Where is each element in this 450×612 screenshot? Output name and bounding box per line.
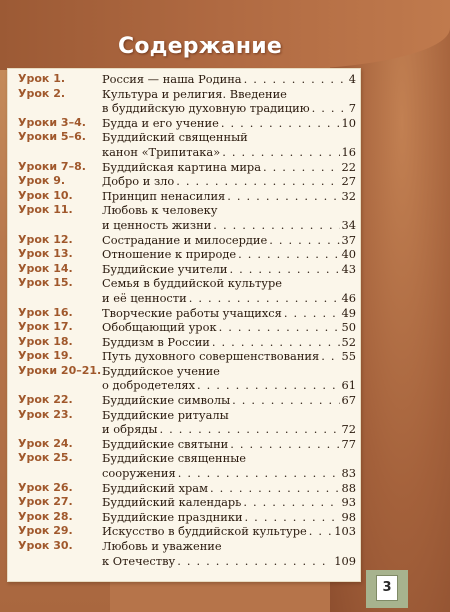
dot-leader <box>221 116 340 131</box>
lesson-title-line <box>102 408 356 423</box>
lesson-title: Буддийские святыни <box>102 436 229 451</box>
lesson-title-line <box>102 364 356 379</box>
dot-leader <box>219 320 340 335</box>
dot-leader <box>238 247 339 262</box>
lesson-number: Урок 18. <box>18 334 73 348</box>
lesson-number: Урок 10. <box>18 188 73 202</box>
dot-leader <box>160 422 340 437</box>
lesson-title: Буддийский храм <box>102 480 208 495</box>
lesson-title-line <box>102 306 356 321</box>
lesson-title: Буддийский календарь <box>102 495 242 510</box>
toc-line <box>18 130 356 145</box>
lesson-title-line <box>102 481 356 496</box>
dot-leader <box>222 145 339 160</box>
page-reference: 46 <box>341 290 356 305</box>
lesson-title: Отношение к природе <box>102 247 237 262</box>
toc-line <box>18 335 356 350</box>
lesson-title-line <box>102 174 356 189</box>
lesson-title-line <box>102 72 356 87</box>
lesson-title-line <box>102 510 356 525</box>
page-reference: 52 <box>341 334 356 349</box>
page-reference: 109 <box>334 553 356 568</box>
lesson-number: Урок 19. <box>18 349 73 363</box>
toc-line <box>18 451 356 466</box>
lesson-number: Уроки 20–21. <box>18 363 102 377</box>
toc-line <box>18 87 356 102</box>
dot-leader <box>312 101 347 116</box>
lesson-title-line <box>102 189 356 204</box>
lesson-title-line <box>102 378 356 393</box>
dot-leader <box>177 554 332 569</box>
lesson-title: Буддизм в России <box>102 334 210 349</box>
lesson-title: Семья в буддийской культуре <box>102 276 282 291</box>
dot-leader <box>269 233 339 248</box>
toc-line <box>18 116 356 131</box>
page-reference: 22 <box>341 159 356 174</box>
toc-line <box>18 276 356 291</box>
lesson-title-line <box>102 130 356 145</box>
page-reference: 34 <box>341 217 356 232</box>
page-reference: 40 <box>341 247 356 262</box>
lesson-title: Буддийский священный <box>102 130 248 145</box>
lesson-title: Буддийские учители <box>102 261 228 276</box>
lesson-number: Урок 1. <box>18 72 66 85</box>
lesson-number: Урок 27. <box>18 495 73 509</box>
dot-leader <box>229 262 339 277</box>
page-reference: 93 <box>341 495 356 510</box>
lesson-title: Принцип ненасилия <box>102 188 226 203</box>
lesson-title: Любовь к человеку <box>102 203 218 218</box>
toc-line <box>18 349 356 364</box>
lesson-title: Буддийские праздники <box>102 509 243 524</box>
page-reference: 49 <box>341 305 356 320</box>
lesson-number: Урок 14. <box>18 261 73 275</box>
lesson-title-line <box>102 349 356 364</box>
toc-line <box>18 364 356 379</box>
toc-line <box>18 160 356 175</box>
lesson-number: Урок 24. <box>18 436 73 450</box>
lesson-title-line <box>102 451 356 466</box>
lesson-number: Урок 30. <box>18 539 73 552</box>
lesson-title-line <box>102 203 356 218</box>
lesson-number: Урок 9. <box>18 174 66 188</box>
lesson-number: Урок 22. <box>18 393 73 407</box>
lesson-title: Творческие работы учащихся <box>102 305 282 320</box>
lesson-title-line <box>102 262 356 277</box>
lesson-title: Путь духовного совершенствования <box>102 349 320 364</box>
dot-leader <box>321 349 339 364</box>
lesson-number: Урок 26. <box>18 480 73 494</box>
dot-leader <box>227 189 339 204</box>
table-of-contents <box>18 72 356 568</box>
toc-line <box>18 306 356 321</box>
dot-leader <box>243 495 339 510</box>
lesson-number: Урок 13. <box>18 247 73 261</box>
toc-line <box>18 189 356 204</box>
toc-line <box>18 495 356 510</box>
dot-leader <box>263 160 339 175</box>
lesson-title-line <box>102 218 356 233</box>
dot-leader <box>189 291 340 306</box>
lesson-title: Буддийские священные <box>102 451 247 466</box>
lesson-number: Урок 11. <box>18 203 73 217</box>
toc-line <box>18 218 356 233</box>
lesson-title-line <box>102 422 356 437</box>
lesson-number: Урок 15. <box>18 276 73 290</box>
toc-line <box>18 422 356 437</box>
lesson-number: Урок 29. <box>18 524 73 538</box>
lesson-number: Урок 17. <box>18 320 73 334</box>
lesson-title: к Отечеству <box>102 553 176 568</box>
lesson-title: Сострадание и милосердие <box>102 232 268 247</box>
toc-line <box>18 510 356 525</box>
dot-leader <box>176 174 339 189</box>
toc-line <box>18 539 356 554</box>
page-reference: 37 <box>341 232 356 247</box>
toc-line <box>18 291 356 306</box>
lesson-title: Культура и религия. Введение <box>102 86 287 101</box>
page-reference: 83 <box>341 466 356 481</box>
lesson-number: Уроки 5–6. <box>18 130 86 144</box>
page-reference: 88 <box>341 480 356 495</box>
dot-leader <box>213 218 339 233</box>
toc-line <box>18 481 356 496</box>
page-reference: 27 <box>341 174 356 189</box>
toc-line <box>18 101 356 116</box>
lesson-title: Искусство в буддийской культуре <box>102 524 307 539</box>
page-reference: 61 <box>341 378 356 393</box>
lesson-number: Уроки 7–8. <box>18 159 86 173</box>
page-number: 3 <box>376 575 398 601</box>
lesson-title: Россия — наша Родина <box>102 72 242 86</box>
toc-line <box>18 554 356 569</box>
lesson-title: Обобщающий урок <box>102 320 217 335</box>
lesson-title: Добро и зло <box>102 174 175 189</box>
lesson-title: и обряды <box>102 422 158 437</box>
lesson-title-line <box>102 160 356 175</box>
lesson-title-line <box>102 233 356 248</box>
lesson-number: Урок 2. <box>18 86 66 100</box>
lesson-number: Урок 12. <box>18 232 73 246</box>
page-reference: 32 <box>341 188 356 203</box>
dot-leader <box>232 393 339 408</box>
dot-leader <box>284 306 340 321</box>
page-reference: 98 <box>341 509 356 524</box>
lesson-title-line <box>102 437 356 452</box>
lesson-title-line <box>102 87 356 102</box>
toc-line <box>18 203 356 218</box>
toc-line <box>18 466 356 481</box>
lesson-title: Буддийские ритуалы <box>102 407 229 422</box>
toc-line <box>18 320 356 335</box>
lesson-title-line <box>102 554 356 569</box>
page-reference: 72 <box>341 422 356 437</box>
lesson-title: и ценность жизни <box>102 217 212 232</box>
page-reference: 50 <box>341 320 356 335</box>
lesson-number: Уроки 3–4. <box>18 115 86 129</box>
lesson-title: канон «Трипитака» <box>102 144 221 159</box>
dot-leader <box>178 466 340 481</box>
lesson-title: о добродетелях <box>102 378 195 393</box>
toc-line <box>18 72 356 87</box>
lesson-title: Буддийские символы <box>102 393 231 408</box>
toc-line <box>18 174 356 189</box>
toc-line <box>18 524 356 539</box>
lesson-title-line <box>102 276 356 291</box>
page-reference: 4 <box>348 72 356 86</box>
lesson-title: Любовь и уважение <box>102 539 222 553</box>
dot-leader <box>309 524 332 539</box>
toc-line <box>18 393 356 408</box>
dot-leader <box>245 510 340 525</box>
lesson-title: сооружения <box>102 466 176 481</box>
lesson-title-line <box>102 247 356 262</box>
page-reference: 67 <box>341 393 356 408</box>
lesson-title: Буддийское учение <box>102 363 220 378</box>
toc-line <box>18 408 356 423</box>
page-reference: 103 <box>334 524 356 539</box>
page-reference: 43 <box>341 261 356 276</box>
dot-leader <box>212 335 340 350</box>
lesson-title: Буддийская картина мира <box>102 159 262 174</box>
lesson-title-line <box>102 291 356 306</box>
lesson-title-line <box>102 101 356 116</box>
toc-line <box>18 145 356 160</box>
toc-line <box>18 262 356 277</box>
toc-line <box>18 378 356 393</box>
lesson-title: в буддийскую духовную традицию <box>102 101 310 116</box>
page-title: Содержание <box>118 34 282 59</box>
lesson-number: Урок 16. <box>18 305 73 319</box>
dot-leader <box>197 378 340 393</box>
lesson-number: Урок 23. <box>18 407 73 421</box>
lesson-title-line <box>102 495 356 510</box>
lesson-title: и её ценности <box>102 290 187 305</box>
lesson-number: Урок 25. <box>18 451 73 465</box>
toc-line <box>18 437 356 452</box>
lesson-title-line <box>102 335 356 350</box>
lesson-title-line <box>102 320 356 335</box>
page-reference: 16 <box>341 144 356 159</box>
page-reference: 10 <box>341 115 356 130</box>
lesson-title-line <box>102 524 356 539</box>
lesson-title-line <box>102 466 356 481</box>
toc-line <box>18 233 356 248</box>
lesson-number: Урок 28. <box>18 509 73 523</box>
page-reference: 77 <box>341 436 356 451</box>
lesson-title-line <box>102 145 356 160</box>
lesson-title: Будда и его учение <box>102 115 219 130</box>
dot-leader <box>210 481 340 496</box>
page-reference: 55 <box>341 349 356 364</box>
page-reference: 7 <box>348 101 356 116</box>
lesson-title-line <box>102 393 356 408</box>
lesson-title-line <box>102 116 356 131</box>
dot-leader <box>230 437 339 452</box>
dot-leader <box>244 72 347 87</box>
lesson-title-line <box>102 539 356 554</box>
toc-line <box>18 247 356 262</box>
